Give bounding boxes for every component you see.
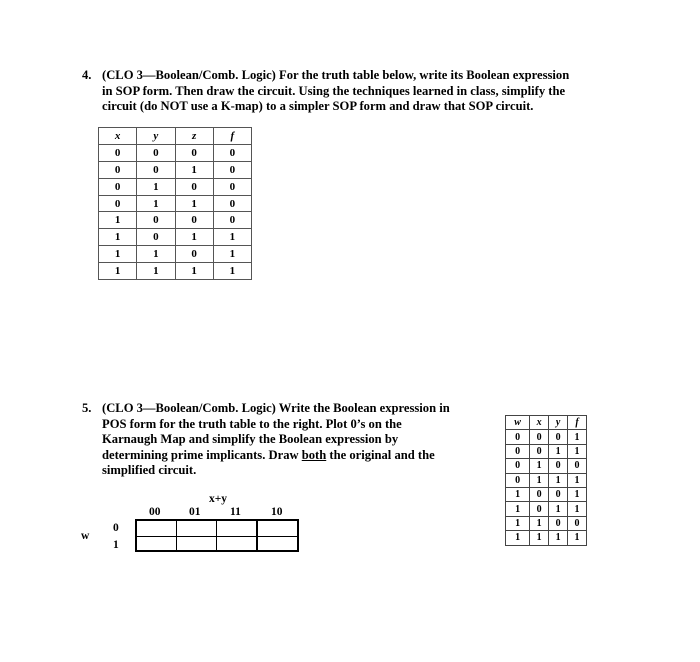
line-4-part-3: the original and the bbox=[326, 447, 435, 462]
table-header-cell: x bbox=[99, 128, 137, 145]
table-row bbox=[506, 502, 587, 516]
table-row bbox=[99, 263, 252, 280]
table-header-cell: z bbox=[175, 128, 213, 145]
table-cell: 0 bbox=[549, 487, 568, 501]
table-cell: 1 bbox=[506, 516, 530, 530]
question-4-number: 4. bbox=[82, 68, 92, 82]
kmap-row bbox=[137, 521, 297, 536]
question-5-number: 5. bbox=[82, 401, 92, 415]
table-cell: 0 bbox=[213, 178, 251, 195]
table-cell: 1 bbox=[175, 195, 213, 212]
kmap-col-label: 10 bbox=[271, 506, 283, 518]
table-cell: 1 bbox=[549, 473, 568, 487]
table-cell: 1 bbox=[568, 444, 587, 458]
table-cell: 1 bbox=[213, 246, 251, 263]
question-4-truth-table bbox=[98, 127, 252, 280]
table-row bbox=[506, 516, 587, 530]
table-cell: 0 bbox=[137, 229, 175, 246]
table-cell: 1 bbox=[506, 531, 530, 545]
table-header-cell: x bbox=[530, 416, 549, 430]
table-row bbox=[99, 178, 252, 195]
kmap-cell[interactable] bbox=[176, 521, 216, 536]
table-row bbox=[506, 444, 587, 458]
table-cell: 0 bbox=[530, 430, 549, 444]
table-cell: 1 bbox=[530, 516, 549, 530]
table-cell: 0 bbox=[213, 161, 251, 178]
kmap-cell[interactable] bbox=[137, 537, 176, 552]
question-4-line-1: (CLO 3—Boolean/Comb. Logic) For the truth table below, write its Boolean expression bbox=[102, 68, 570, 82]
table-cell: 0 bbox=[530, 502, 549, 516]
table-cell: 1 bbox=[99, 229, 137, 246]
kmap-cell[interactable] bbox=[216, 521, 256, 536]
question-5-line-1: (CLO 3—Boolean/Comb. Logic) Write the Boolean expression in bbox=[102, 401, 450, 415]
karnaugh-map[interactable] bbox=[135, 519, 299, 552]
table-cell: 1 bbox=[175, 263, 213, 280]
table-cell: 1 bbox=[137, 263, 175, 280]
table-cell: 0 bbox=[175, 178, 213, 195]
table-cell: 0 bbox=[568, 459, 587, 473]
table-cell: 0 bbox=[506, 473, 530, 487]
table-cell: 0 bbox=[175, 212, 213, 229]
table-row bbox=[506, 459, 587, 473]
kmap-row-label: 0 bbox=[113, 522, 119, 534]
table-row bbox=[99, 195, 252, 212]
table-row bbox=[99, 161, 252, 178]
table-row bbox=[99, 246, 252, 263]
table-cell: 1 bbox=[506, 487, 530, 501]
table-cell: 0 bbox=[213, 144, 251, 161]
table-cell: 1 bbox=[99, 263, 137, 280]
table-cell: 1 bbox=[99, 212, 137, 229]
table-cell: 0 bbox=[137, 212, 175, 229]
table-cell: 1 bbox=[568, 502, 587, 516]
table-cell: 0 bbox=[137, 161, 175, 178]
table-cell: 0 bbox=[137, 144, 175, 161]
table-cell: 1 bbox=[137, 178, 175, 195]
table-cell: 1 bbox=[549, 444, 568, 458]
kmap-row-variable: w bbox=[81, 530, 90, 542]
question-5-line-3: Karnaugh Map and simplify the Boolean expression by bbox=[102, 432, 399, 447]
table-cell: 1 bbox=[568, 531, 587, 545]
table-cell: 0 bbox=[506, 430, 530, 444]
table-cell: 0 bbox=[213, 195, 251, 212]
table-row bbox=[506, 487, 587, 501]
table-cell: 1 bbox=[137, 195, 175, 212]
kmap-col-label: 00 bbox=[149, 506, 161, 518]
line-4-part-1: determining prime implicants. Draw bbox=[102, 447, 302, 462]
emphasis-both: both bbox=[301, 447, 327, 462]
table-header-cell: y bbox=[137, 128, 175, 145]
kmap-cell[interactable] bbox=[176, 537, 216, 552]
table-cell: 1 bbox=[549, 531, 568, 545]
question-4-line-3: circuit (do NOT use a K-map) to a simpler SOP form and draw that SOP circuit. bbox=[102, 99, 534, 114]
kmap-cell[interactable] bbox=[256, 521, 297, 536]
table-row bbox=[506, 430, 587, 444]
table-cell: 1 bbox=[568, 487, 587, 501]
question-5-line-4 bbox=[102, 448, 435, 464]
table-cell: 0 bbox=[175, 144, 213, 161]
question-4-line-2: in SOP form. Then draw the circuit. Using the techniques learned in class, simplify the bbox=[102, 83, 566, 98]
table-row bbox=[99, 229, 252, 246]
table-row bbox=[506, 531, 587, 545]
table-cell: 1 bbox=[568, 473, 587, 487]
kmap-cell[interactable] bbox=[216, 537, 256, 552]
kmap-column-variable: x+y bbox=[209, 493, 228, 505]
table-cell: 1 bbox=[175, 161, 213, 178]
table-header-row bbox=[99, 128, 252, 145]
kmap-col-label: 01 bbox=[189, 506, 201, 518]
kmap-cell[interactable] bbox=[137, 521, 176, 536]
question-5-line-2: POS form for the truth table to the right. Plot 0’s on the bbox=[102, 416, 402, 431]
table-cell: 1 bbox=[506, 502, 530, 516]
table-header-row bbox=[506, 416, 587, 430]
table-header-cell: f bbox=[568, 416, 587, 430]
table-header-cell: y bbox=[549, 416, 568, 430]
table-cell: 0 bbox=[568, 516, 587, 530]
table-cell: 0 bbox=[99, 178, 137, 195]
table-cell: 0 bbox=[530, 487, 549, 501]
kmap-row-label: 1 bbox=[113, 539, 119, 551]
table-cell: 0 bbox=[549, 430, 568, 444]
table-cell: 0 bbox=[549, 516, 568, 530]
table-row bbox=[506, 473, 587, 487]
table-cell: 1 bbox=[175, 229, 213, 246]
table-cell: 1 bbox=[213, 229, 251, 246]
table-cell: 0 bbox=[213, 212, 251, 229]
table-cell: 1 bbox=[99, 246, 137, 263]
table-cell: 1 bbox=[137, 246, 175, 263]
table-cell: 1 bbox=[213, 263, 251, 280]
table-header-cell: w bbox=[506, 416, 530, 430]
table-cell: 1 bbox=[549, 502, 568, 516]
table-cell: 0 bbox=[99, 144, 137, 161]
table-row bbox=[99, 144, 252, 161]
kmap-cell[interactable] bbox=[256, 537, 297, 552]
table-cell: 0 bbox=[175, 246, 213, 263]
table-cell: 0 bbox=[506, 444, 530, 458]
table-cell: 0 bbox=[506, 459, 530, 473]
kmap-col-label: 11 bbox=[230, 506, 241, 518]
table-cell: 0 bbox=[99, 161, 137, 178]
table-row bbox=[99, 212, 252, 229]
table-cell: 1 bbox=[530, 531, 549, 545]
question-5-truth-table bbox=[505, 415, 587, 546]
table-cell: 0 bbox=[549, 459, 568, 473]
table-cell: 0 bbox=[99, 195, 137, 212]
table-cell: 1 bbox=[568, 430, 587, 444]
kmap-row bbox=[137, 536, 297, 552]
question-5-line-5: simplified circuit. bbox=[102, 463, 197, 478]
table-cell: 1 bbox=[530, 459, 549, 473]
table-cell: 0 bbox=[530, 444, 549, 458]
table-cell: 1 bbox=[530, 473, 549, 487]
table-header-cell: f bbox=[213, 128, 251, 145]
